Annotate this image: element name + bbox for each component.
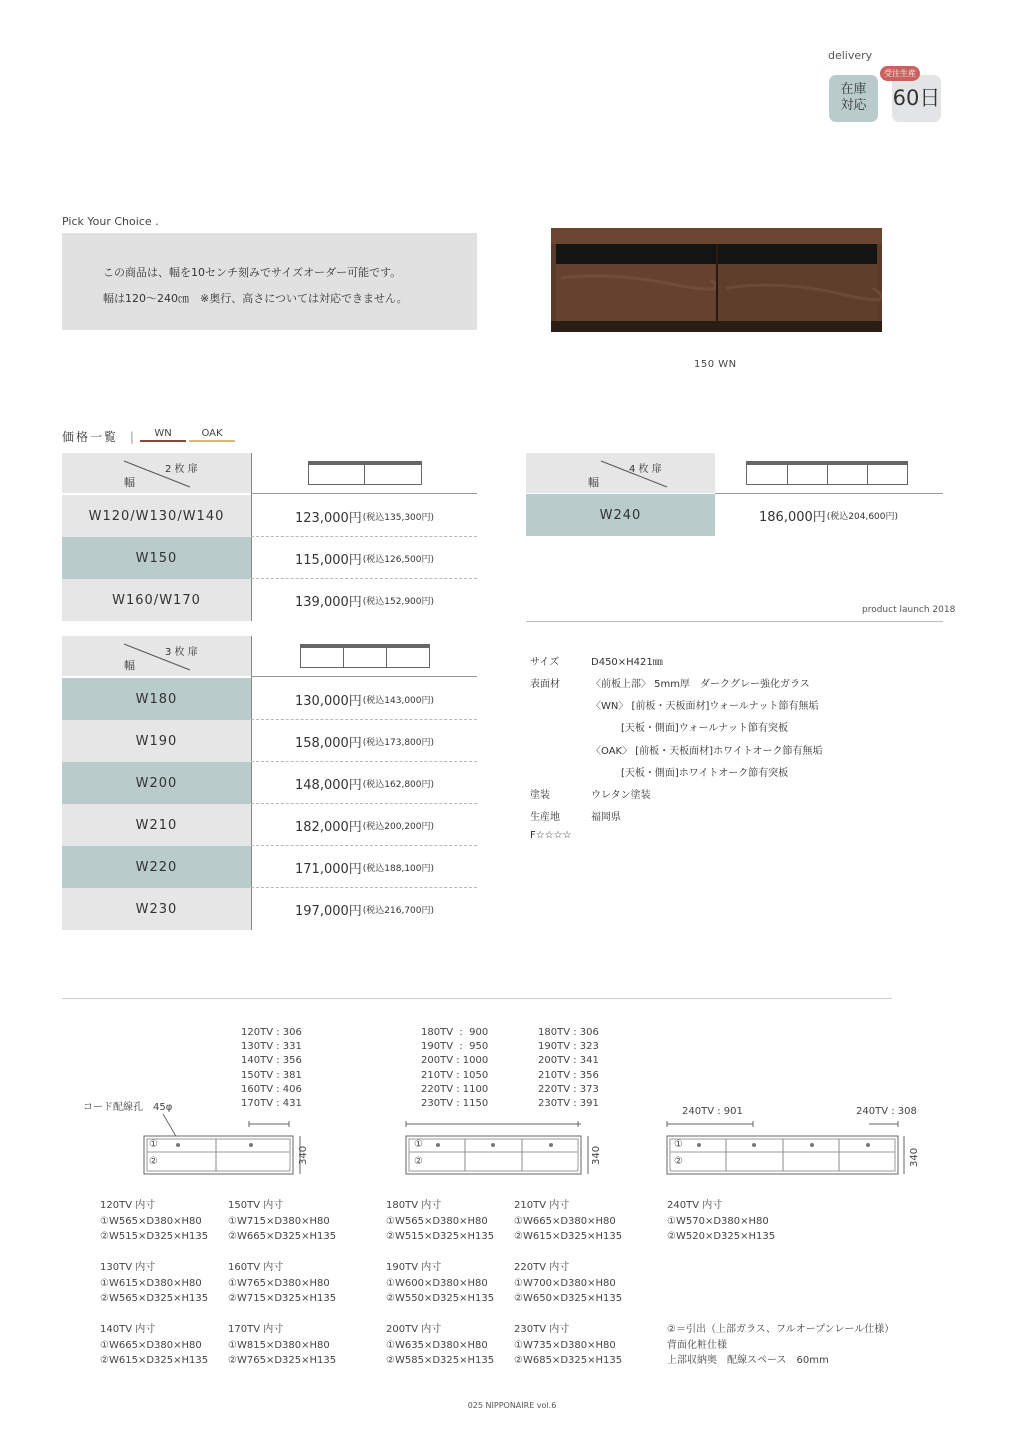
- spec-value: D450×H421㎜: [591, 657, 663, 668]
- table-row: [62, 762, 251, 804]
- cabinet-drawing-4door: [666, 1118, 906, 1178]
- section-divider: [62, 998, 892, 999]
- row-width: W150: [135, 550, 178, 566]
- row-price: [295, 762, 434, 804]
- inner-dims: 150TV 内寸 ①W715×D380×H80 ②W665×D325×H135: [228, 1200, 337, 1242]
- row-width: W120/W130/W140: [88, 508, 225, 524]
- row-width: W180: [135, 691, 178, 707]
- cabinet-drawing-2door: [143, 1108, 323, 1178]
- inner-dims: 240TV 内寸 ①W570×D380×H80 ②W520×D325×H135: [667, 1200, 776, 1242]
- two-door-header: [62, 453, 251, 493]
- spec-value: 福岡県: [591, 812, 621, 823]
- width-label: 幅: [588, 476, 599, 489]
- row-width: W190: [135, 733, 178, 749]
- stock-badge: [829, 75, 878, 122]
- table-row: [526, 494, 715, 536]
- price-value: 197,000円: [295, 903, 362, 919]
- inner-dims: 140TV 内寸 ①W665×D380×H80 ②W615×D325×H135: [100, 1324, 209, 1366]
- pick-heading: Pick Your Choice .: [62, 215, 159, 228]
- spec-value: [天板・側面]ウォールナット節有突板: [591, 723, 789, 734]
- dims-2door: 120TV : 306 130TV : 331 140TV : 356 150TV : 381 160TV : 406 170TV : 431: [241, 1027, 302, 1110]
- price-tax: (税込216,700円): [362, 905, 435, 916]
- four-door-header: [526, 453, 715, 493]
- marker-1: ①: [414, 1139, 423, 1150]
- spec-key: サイズ: [530, 657, 560, 668]
- product-image: [551, 228, 882, 332]
- tab-oak[interactable]: OAK: [189, 428, 235, 442]
- row-price: [295, 804, 434, 846]
- row-price: [295, 888, 434, 930]
- table-row: [62, 846, 251, 888]
- table-row: [62, 804, 251, 846]
- table-row: [62, 537, 251, 579]
- price-tax: (税込135,300円): [362, 512, 435, 523]
- marker-1: ①: [674, 1139, 683, 1150]
- marker-2: ②: [149, 1156, 158, 1167]
- cabinet-drawing-3door: [405, 1118, 605, 1178]
- spec-key: 生産地: [530, 812, 560, 823]
- row-price: [295, 720, 434, 762]
- width-label: 幅: [124, 659, 135, 672]
- price-tax: (税込204,600円): [826, 511, 899, 522]
- launch-year: product launch 2018: [862, 605, 956, 615]
- drawer-note: ②＝引出（上部ガラス、フルオープンレール仕様） 背面化粧仕様 上部収納奥 配線スペース 60mm: [667, 1324, 895, 1366]
- made-to-order-tag: 受注生産: [880, 66, 920, 81]
- inner-dims: 170TV 内寸 ①W815×D380×H80 ②W765×D325×H135: [228, 1324, 337, 1366]
- door-count-label: 4 枚 扉: [629, 464, 662, 475]
- price-value: 171,000円: [295, 861, 362, 877]
- dims-4door-b: 240TV : 308: [856, 1106, 917, 1117]
- three-door-cabinet-icon: [300, 644, 430, 668]
- height-label: 340: [298, 1145, 309, 1165]
- spec-value: [天板・側面]ホワイトオーク節有突板: [591, 768, 789, 779]
- spec-key: 表面材: [530, 679, 560, 690]
- cord-hole-label: コード配線孔 45φ: [83, 1102, 173, 1113]
- height-label: 340: [591, 1145, 602, 1165]
- four-door-cabinet-icon: [746, 461, 908, 485]
- table-row: [62, 495, 251, 537]
- price-value: 158,000円: [295, 735, 362, 751]
- dims-3door-b: 180TV : 306 190TV : 323 200TV : 341 210TV : 356 220TV : 373 230TV : 391: [538, 1027, 599, 1110]
- height-label: 340: [909, 1147, 920, 1167]
- days-badge: 60日: [892, 75, 941, 122]
- spec-key: 塗装: [530, 790, 550, 801]
- product-caption: 150 WN: [694, 359, 737, 370]
- stock-line2: 対応: [840, 98, 867, 113]
- table-row: [62, 678, 251, 720]
- price-value: 182,000円: [295, 819, 362, 835]
- inner-dims: 230TV 内寸 ①W735×D380×H80 ②W685×D325×H135: [514, 1324, 623, 1366]
- door-count-label: 3 枚 扉: [165, 647, 198, 658]
- row-price: [295, 579, 434, 621]
- table-row: [62, 888, 251, 930]
- row-width: W220: [135, 859, 178, 875]
- three-door-header: [62, 636, 251, 676]
- table-row: [62, 579, 251, 621]
- inner-dims: 210TV 内寸 ①W665×D380×H80 ②W615×D325×H135: [514, 1200, 623, 1242]
- marker-2: ②: [414, 1156, 423, 1167]
- price-value: 186,000円: [759, 509, 826, 525]
- choice-line-1: この商品は、幅を10センチ刻みでサイズオーダー可能です。: [103, 266, 402, 279]
- price-list-separator: |: [129, 430, 136, 444]
- inner-dims: 120TV 内寸 ①W565×D380×H80 ②W515×D325×H135: [100, 1200, 209, 1242]
- spec-value: 〈OAK〉 [前板・天板面材]ホワイトオーク節有無垢: [591, 746, 823, 757]
- marker-2: ②: [674, 1156, 683, 1167]
- choice-line-2: 幅は120〜240㎝ ※奥行、高さについては対応できません。: [103, 292, 408, 305]
- stock-line1: 在庫: [840, 82, 867, 97]
- price-value: 123,000円: [295, 510, 362, 526]
- marker-1: ①: [149, 1139, 158, 1150]
- spec-value: ウレタン塗装: [591, 790, 651, 801]
- price-tax: (税込152,900円): [362, 596, 435, 607]
- price-tax: (税込173,800円): [362, 737, 435, 748]
- row-width: W240: [599, 507, 642, 523]
- door-count-label: 2 枚 扉: [165, 464, 198, 475]
- row-width: W230: [135, 901, 178, 917]
- inner-dims: 200TV 内寸 ①W635×D380×H80 ②W585×D325×H135: [386, 1324, 495, 1366]
- row-price: [295, 846, 434, 888]
- price-value: 130,000円: [295, 693, 362, 709]
- price-list-heading: [62, 428, 136, 445]
- row-width: W160/W170: [112, 592, 201, 608]
- price-tax: (税込200,200円): [362, 821, 435, 832]
- price-list-title: 価格一覧: [62, 430, 119, 444]
- inner-dims: 220TV 内寸 ①W700×D380×H80 ②W650×D325×H135: [514, 1262, 623, 1304]
- price-value: 115,000円: [295, 552, 362, 568]
- inner-dims: 180TV 内寸 ①W565×D380×H80 ②W515×D325×H135: [386, 1200, 495, 1242]
- dims-3door-a: 180TV : 900 190TV : 950 200TV : 1000 210TV : 1050 220TV : 1100 230TV : 1150: [421, 1027, 489, 1110]
- delivery-label: delivery: [828, 49, 873, 62]
- width-label: 幅: [124, 476, 135, 489]
- two-door-cabinet-icon: [308, 461, 422, 485]
- price-tax: (税込188,100円): [362, 863, 435, 874]
- row-price: [295, 678, 434, 720]
- spec-key: F☆☆☆☆: [530, 830, 572, 841]
- spec-value: 〈WN〉 [前板・天板面材]ウォールナット節有無垢: [591, 701, 819, 712]
- row-price: [759, 494, 898, 536]
- four-door-table: [526, 453, 943, 537]
- price-tax: (税込143,000円): [362, 695, 435, 706]
- price-tax: (税込162,800円): [362, 779, 435, 790]
- row-price: [295, 537, 434, 579]
- row-width: W200: [135, 775, 178, 791]
- choice-box: [62, 233, 477, 330]
- inner-dims: 130TV 内寸 ①W615×D380×H80 ②W565×D325×H135: [100, 1262, 209, 1304]
- price-value: 139,000円: [295, 594, 362, 610]
- tab-wn[interactable]: WN: [140, 428, 186, 442]
- inner-dims: 160TV 内寸 ①W765×D380×H80 ②W715×D325×H135: [228, 1262, 337, 1304]
- page-footer: 025 NIPPONAIRE vol.6: [467, 1401, 557, 1410]
- dims-4door-a: 240TV : 901: [682, 1106, 743, 1117]
- row-width: W210: [135, 817, 178, 833]
- row-price: [295, 495, 434, 537]
- two-door-table: [62, 453, 477, 621]
- table-row: [62, 720, 251, 762]
- spec-value: 〈前板上部〉 5mm厚 ダークグレー強化ガラス: [591, 679, 810, 690]
- three-door-table: [62, 636, 477, 930]
- price-tax: (税込126,500円): [362, 554, 435, 565]
- inner-dims: 190TV 内寸 ①W600×D380×H80 ②W550×D325×H135: [386, 1262, 495, 1304]
- price-value: 148,000円: [295, 777, 362, 793]
- divider: [526, 621, 943, 622]
